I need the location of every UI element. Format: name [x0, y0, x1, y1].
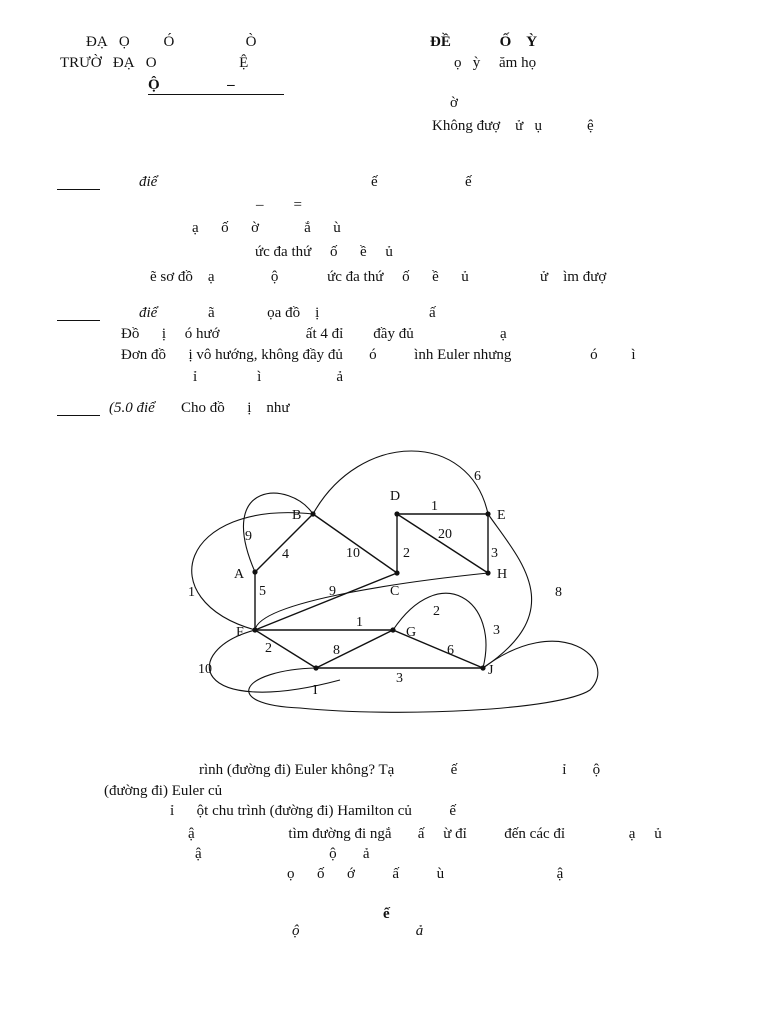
task-1: rình (đường đi) Euler không? Tạ ế ỉ ộ: [199, 762, 601, 778]
vertex-label-g: G: [406, 625, 417, 640]
q2-title-part: ã ọa đồ ị: [208, 305, 320, 321]
edge-weight: 3: [396, 671, 403, 686]
edge-weight: 10: [198, 662, 212, 677]
edge-b-e-curve: [313, 451, 488, 514]
edge-weight: 20: [438, 527, 452, 542]
q1-line: ức đa thứ ố ề ủ: [255, 244, 393, 260]
vertex-label-h: H: [497, 567, 508, 582]
edge-f-loop-curve: [209, 630, 340, 692]
edge-weight: 8: [555, 585, 562, 600]
vertex-label-b: B: [292, 508, 302, 523]
edge-i-g: [316, 630, 393, 668]
q1-title-part: ế: [465, 174, 472, 190]
q3-label-rule: [57, 415, 100, 416]
edge-weight: 3: [491, 546, 498, 561]
edge-weight: 1: [188, 585, 195, 600]
footer-end: ế: [383, 906, 390, 922]
exam-title: ĐỀ Ố Ỳ: [430, 34, 538, 50]
edge-weight: 4: [282, 547, 289, 562]
vertex-dot-b: [310, 511, 315, 516]
vertex-dot-i: [313, 665, 318, 670]
edge-e-j-curve: [483, 514, 532, 668]
task-2: ỉ ột chu trình (đường đi) Hamilton củ ế: [170, 803, 457, 819]
q1-points: điể: [139, 174, 158, 190]
vertex-dot-c: [394, 570, 399, 575]
time-line: ờ: [450, 95, 458, 111]
vertex-dot-e: [485, 511, 490, 516]
edge-weight: 6: [474, 469, 481, 484]
q2-option-b: Đơn đồ ị vô hướng, không đầy đủ ó ình Euler nhưng ó ì: [121, 347, 636, 363]
q2-label-rule: [57, 320, 100, 321]
edge-d-h: [397, 514, 488, 573]
university-name: ĐẠ Ọ Ó Ò: [86, 34, 257, 50]
edge-weight: 3: [493, 623, 500, 638]
q2-title-part: ấ: [429, 305, 436, 321]
task-4: ậ ộ ả: [195, 846, 370, 862]
department-underline: [148, 94, 284, 95]
task-3: ậ tìm đường đi ngắ ấ ừ đỉ đến các đỉ ạ ủ: [188, 826, 662, 842]
vertex-label-c: C: [390, 584, 400, 599]
weighted-graph-diagram: [0, 440, 768, 740]
edge-weight: 8: [333, 643, 340, 658]
edge-weight: 9: [245, 529, 252, 544]
q1-title-part: ế: [371, 174, 378, 190]
q2-option-a: Đồ ị ó hướ ất 4 đỉ đầy đủ ạ: [121, 326, 507, 342]
edge-weight: 10: [346, 546, 360, 561]
edge-weight: 5: [259, 584, 266, 599]
q1-line: ạ ố ờ ắ ù: [192, 220, 341, 236]
q3-points: (5.0 điể: [109, 400, 155, 416]
vertex-dot-a: [252, 569, 257, 574]
q2-option-b-cont: ỉ ì ả: [193, 369, 343, 385]
school-name: TRƯỜ ĐẠ O Ệ: [60, 55, 249, 71]
edge-weight: 2: [433, 604, 440, 619]
q1-line: – =: [256, 197, 302, 213]
q1-label-rule: [57, 189, 100, 190]
edge-weight: 2: [265, 641, 272, 656]
no-materials-note: Không đượ ử ụ ệ: [432, 118, 594, 134]
semester-line: ọ ỳ ăm họ: [454, 55, 537, 71]
edge-weight: 1: [431, 499, 438, 514]
task-5: ọ ố ớ ấ ù ậ: [287, 866, 564, 882]
edge-weight: 6: [447, 643, 454, 658]
edge-f-b-curve: [192, 513, 313, 630]
vertex-dot-j: [480, 665, 485, 670]
q3-title: Cho đồ ị như: [181, 400, 290, 416]
vertex-label-i: I: [313, 683, 318, 698]
edge-a-b-curve: [243, 493, 313, 572]
vertex-label-f: F: [236, 625, 244, 640]
edge-weight: 9: [329, 584, 336, 599]
vertex-label-a: A: [234, 567, 245, 582]
footer-note: ộ ả: [292, 923, 424, 939]
vertex-label-j: J: [488, 663, 494, 678]
vertex-dot-f: [252, 627, 257, 632]
edge-weight: 1: [356, 615, 363, 630]
edge-b-c: [313, 514, 397, 573]
edge-h-f-curve: [255, 573, 488, 630]
edge-weight: 2: [403, 546, 410, 561]
vertex-label-d: D: [390, 489, 401, 504]
vertex-dot-g: [390, 627, 395, 632]
department-name: Ộ –: [148, 77, 235, 93]
edge-i-j-outer-curve: [249, 641, 598, 712]
q2-points: điể: [139, 305, 158, 321]
q1-line: ẽ sơ đồ ạ ộ ức đa thứ ố ề ủ ử ìm đượ: [150, 269, 607, 285]
graph-vertex-dots: [252, 511, 490, 670]
vertex-label-e: E: [497, 508, 506, 523]
edge-f-c: [255, 573, 400, 630]
task-1-cont: (đường đi) Euler củ: [104, 783, 223, 799]
vertex-dot-h: [485, 570, 490, 575]
edge-a-b: [255, 514, 313, 572]
vertex-dot-d: [394, 511, 399, 516]
